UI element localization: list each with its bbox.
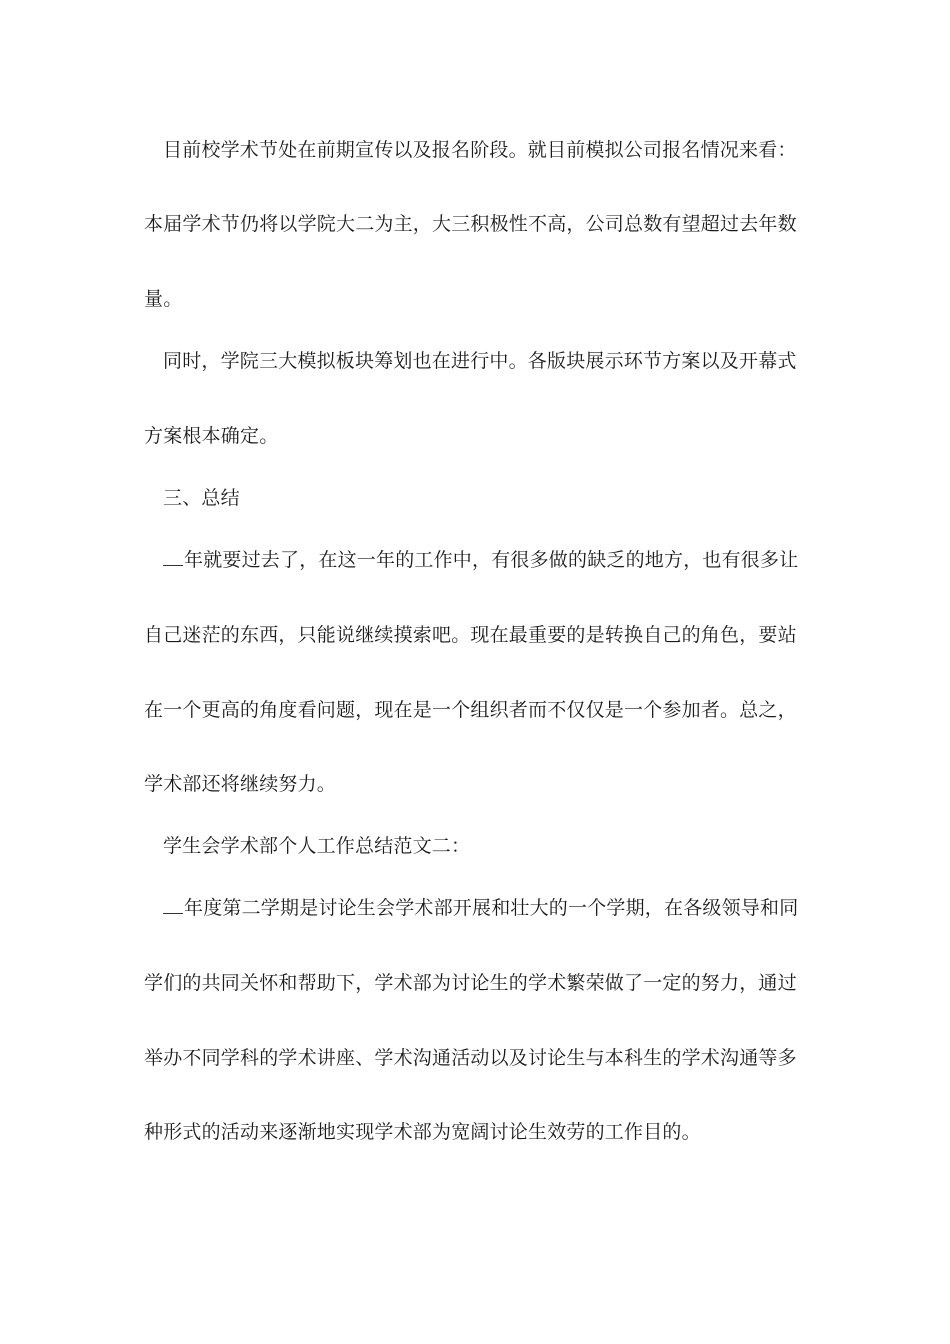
section-heading: 学生会学术部个人工作总结范文二： xyxy=(163,835,471,857)
section-heading: 三、总结 xyxy=(163,487,240,509)
paragraph-line-text: 年就要过去了，在这一年的工作中，有很多做的缺乏的地方，也有很多让 xyxy=(184,549,799,571)
paragraph-line: 本届学术节仍将以学院大二为主，大三积极性不高，公司总数有望超过去年数 xyxy=(144,213,797,235)
paragraph-line-text: 年度第二学期是讨论生会学术部开展和壮大的一个学期，在各级领导和同 xyxy=(184,897,799,919)
paragraph-line: 在一个更高的角度看问题，现在是一个组织者而不仅仅是一个参加者。总之， xyxy=(144,699,797,721)
paragraph-line: 自己迷茫的东西，只能说继续摸索吧。现在最重要的是转换自己的角色，要站 xyxy=(144,624,797,646)
paragraph-line: 目前校学术节处在前期宣传以及报名阶段。就目前模拟公司报名情况来看： xyxy=(163,139,797,161)
paragraph-line: 种形式的活动来逐渐地实现学术部为宽阔讨论生效劳的工作目的。 xyxy=(144,1121,701,1143)
paragraph-line: 学们的共同关怀和帮助下，学术部为讨论生的学术繁荣做了一定的努力，通过 xyxy=(144,972,797,994)
paragraph-line-with-blank xyxy=(163,548,798,572)
paragraph-line: 学术部还将继续努力。 xyxy=(144,773,337,795)
fill-blank xyxy=(163,897,183,914)
paragraph-line: 举办不同学科的学术讲座、学术沟通活动以及讨论生与本科生的学术沟通等多 xyxy=(144,1047,797,1069)
paragraph-line: 同时，学院三大模拟板块筹划也在进行中。各版块展示环节方案以及开幕式 xyxy=(163,350,797,372)
fill-blank xyxy=(163,549,183,566)
paragraph-line: 方案根本确定。 xyxy=(144,425,279,447)
paragraph-line: 量。 xyxy=(144,288,183,310)
paragraph-line-with-blank xyxy=(163,896,798,920)
